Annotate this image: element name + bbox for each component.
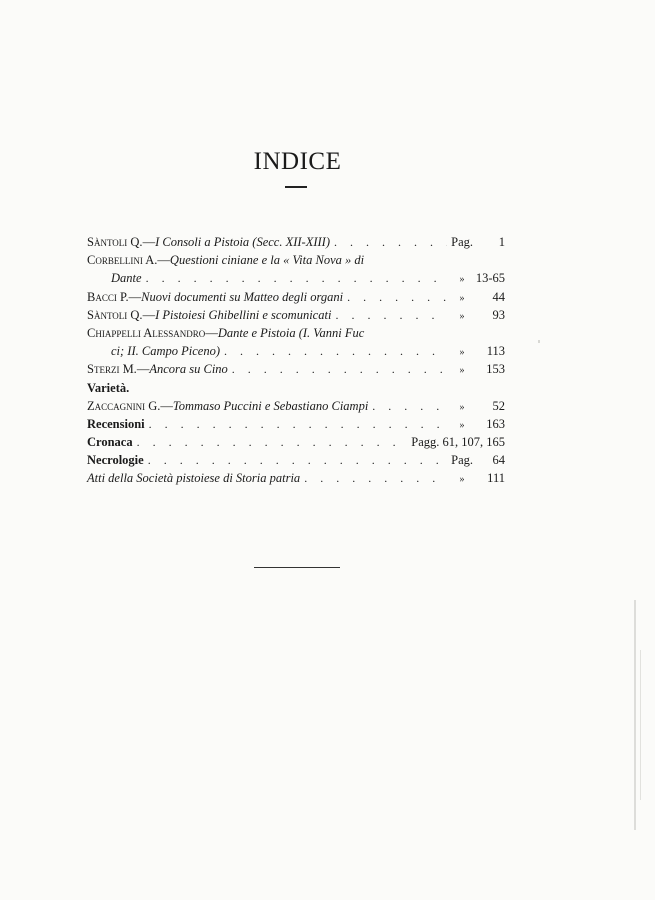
- section-heading: Varietà.: [87, 380, 130, 395]
- entry-title: Nuovi documenti su Matteo degli organi: [141, 289, 344, 304]
- section-heading: Necrologie: [87, 453, 144, 468]
- entry-separator: —: [142, 235, 156, 249]
- entry-page: 44: [492, 289, 505, 304]
- entry-author: Sàntoli Q.: [87, 235, 143, 249]
- entry-page: Pagg. 61, 107, 165: [411, 435, 505, 450]
- leader-dots: [146, 272, 447, 284]
- entry-page-mark: »: [459, 365, 465, 377]
- entry-title: I Consoli a Pistoia (Secc. XII-XIII): [155, 235, 331, 249]
- section-heading: Cronaca: [87, 435, 133, 450]
- entry-page-mark: »: [459, 419, 465, 431]
- leader-dots: [372, 400, 447, 412]
- entry-page: 1: [498, 235, 505, 249]
- entry-title: I Pistoiesi Ghibellini e scomunicati: [155, 307, 332, 322]
- entry-page: 93: [492, 307, 505, 322]
- leader-dots: [334, 236, 447, 248]
- entry-page-mark: Pag.: [451, 453, 473, 468]
- entry-author: Sterzi M.: [87, 362, 137, 377]
- entry-title: Dante e Pistoia (I. Vanni Fuc: [217, 325, 365, 340]
- entry-page: 163: [486, 416, 505, 431]
- page-title: INDICE: [253, 148, 342, 175]
- toc-entry: [87, 472, 505, 490]
- entry-author: Chiappelli Alessandro: [87, 325, 206, 340]
- entry-page: 153: [486, 362, 505, 377]
- toc-entry: [87, 236, 505, 254]
- entry-separator: —: [128, 289, 142, 304]
- leader-dots: [149, 418, 447, 430]
- section-entry: [87, 454, 505, 472]
- entry-page: 13-65: [475, 271, 505, 286]
- toc-entry: [87, 309, 505, 327]
- leader-dots: [148, 454, 447, 466]
- entry-author: Sàntoli Q.: [87, 307, 143, 322]
- leader-dots: [304, 472, 447, 484]
- entry-separator: —: [160, 398, 173, 413]
- section-heading: Recensioni: [87, 416, 145, 431]
- scan-mark: [538, 340, 540, 343]
- title-rule: [285, 186, 307, 188]
- toc-entry-continuation: [87, 272, 505, 290]
- toc-entry: [87, 363, 505, 381]
- entry-title: Atti della Società pistoiese di Storia patria: [87, 471, 301, 486]
- entry-page: 64: [492, 453, 505, 468]
- entry-page-mark: »: [459, 474, 465, 486]
- entry-page: 111: [487, 471, 505, 486]
- scan-mark: [634, 600, 636, 830]
- closing-rule: [254, 567, 340, 568]
- toc-entry: [87, 254, 505, 272]
- leader-dots: [347, 291, 447, 303]
- entry-page: 113: [486, 344, 505, 359]
- entry-author: Bacci P.: [87, 289, 129, 304]
- entry-page: 52: [492, 398, 505, 413]
- table-of-contents: [87, 236, 505, 491]
- entry-page-mark: »: [459, 292, 465, 304]
- entry-separator: —: [157, 253, 170, 268]
- entry-author: Zaccagnini G.: [87, 398, 161, 413]
- entry-separator: —: [136, 362, 150, 377]
- leader-dots: [224, 345, 447, 357]
- section-entry: [87, 418, 505, 436]
- scan-mark: [640, 650, 641, 800]
- leader-dots: [137, 436, 408, 448]
- entry-separator: —: [205, 325, 218, 340]
- entry-page-mark: Pag.: [451, 235, 473, 249]
- entry-title: ci; II. Campo Piceno): [111, 344, 220, 359]
- toc-entry: [87, 400, 505, 418]
- entry-page-mark: »: [459, 310, 465, 322]
- toc-entry: [87, 291, 505, 309]
- entry-page-mark: »: [459, 401, 465, 413]
- entry-author: Corbellini A.: [87, 253, 158, 268]
- entry-title: Questioni ciniane e la « Vita Nova » di: [169, 253, 365, 268]
- leader-dots: [335, 309, 447, 321]
- entry-title: Ancora su Cino: [149, 362, 228, 377]
- toc-entry: [87, 327, 505, 345]
- entry-page-mark: »: [459, 274, 465, 286]
- section-heading-row: [87, 382, 505, 400]
- entry-title: Dante: [111, 271, 142, 286]
- entry-separator: —: [142, 307, 156, 322]
- entry-page-mark: »: [459, 347, 465, 359]
- section-entry: [87, 436, 505, 454]
- entry-title: Tommaso Puccini e Sebastiano Ciampi: [172, 398, 369, 413]
- leader-dots: [232, 363, 447, 375]
- toc-entry-continuation: [87, 345, 505, 363]
